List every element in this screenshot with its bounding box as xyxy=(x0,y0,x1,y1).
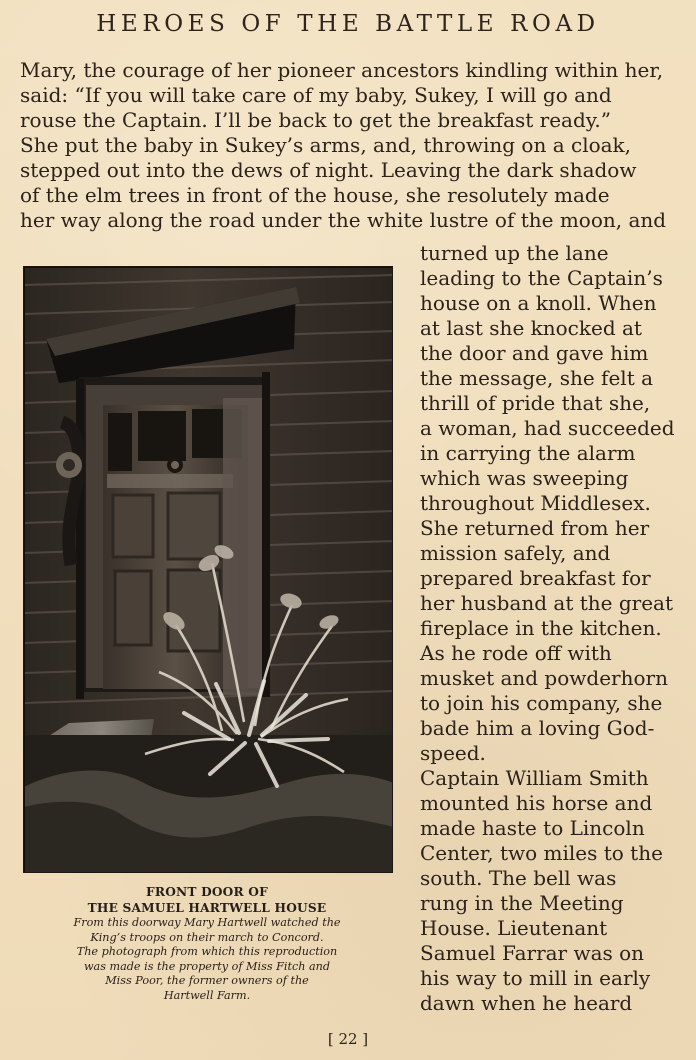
caption-text-line: From this doorway Mary Hartwell watched the xyxy=(73,916,341,929)
body-line-narrow: mission safely, and xyxy=(420,541,611,565)
body-line-narrow: Center, two miles to the xyxy=(420,841,663,865)
body-line-full: of the elm trees in front of the house, she resolutely made xyxy=(20,183,610,207)
body-line-narrow: bade him a loving God- xyxy=(420,716,655,740)
body-line-full: said: “If you will take care of my baby, Sukey, I will go and xyxy=(20,83,612,107)
body-line-full: her way along the road under the white lustre of the moon, and xyxy=(20,208,667,232)
body-line-full: She put the baby in Sukey’s arms, and, throwing on a cloak, xyxy=(20,133,632,157)
photo-caption xyxy=(40,884,374,1004)
caption-title-line: FRONT DOOR OF xyxy=(146,885,268,899)
body-line-narrow: leading to the Captain’s xyxy=(420,266,663,290)
body-line-narrow: south. The bell was xyxy=(420,866,617,890)
body-line-narrow: her husband at the great xyxy=(420,591,674,615)
body-line-narrow: his way to mill in early xyxy=(420,966,651,990)
body-line-narrow: which was sweeping xyxy=(420,466,629,490)
body-line-narrow: the door and gave him xyxy=(420,341,649,365)
body-line-narrow: fireplace in the kitchen. xyxy=(420,616,662,640)
caption-text-line: was made is the property of Miss Fitch and xyxy=(83,959,331,973)
caption-title-line: THE SAMUEL HARTWELL HOUSE xyxy=(87,901,327,915)
caption-text-line: Hartwell Farm. xyxy=(163,988,251,1002)
body-line-narrow: to join his company, she xyxy=(420,691,663,715)
body-line-narrow: thrill of pride that she, xyxy=(420,391,651,415)
body-line-narrow: the message, she felt a xyxy=(420,366,654,390)
body-line-narrow: throughout Middlesex. xyxy=(420,491,651,515)
page-number: [ 22 ] xyxy=(327,1030,369,1048)
body-line-narrow: dawn when he heard xyxy=(420,991,633,1015)
body-line-narrow: made haste to Lincoln xyxy=(420,816,645,840)
running-head: HEROES OF THE BATTLE ROAD xyxy=(96,11,600,37)
caption-text-line: King’s troops on their march to Concord. xyxy=(90,930,324,944)
body-line-narrow: a woman, had succeeded xyxy=(420,416,675,440)
body-line-narrow: at last she knocked at xyxy=(420,316,642,340)
body-line-narrow: prepared breakfast for xyxy=(420,566,651,590)
body-line-narrow: Samuel Farrar was on xyxy=(420,941,645,965)
body-line-narrow: As he rode off with xyxy=(420,641,612,665)
door-photo-icon xyxy=(24,267,393,873)
body-line-narrow: rung in the Meeting xyxy=(420,891,624,915)
body-line-narrow: house on a knoll. When xyxy=(420,291,657,315)
caption-text-line: The photograph from which this reproduction xyxy=(76,945,338,959)
body-line-full: stepped out into the dews of night. Leaving the dark shadow xyxy=(20,158,637,182)
front-door-photo xyxy=(23,266,393,873)
body-line-narrow: Captain William Smith xyxy=(420,766,649,790)
body-line-full: rouse the Captain. I’ll be back to get the breakfast ready.” xyxy=(20,108,611,132)
body-line-narrow: speed. xyxy=(420,741,486,765)
body-line-narrow: mounted his horse and xyxy=(420,791,653,815)
body-line-narrow: musket and powderhorn xyxy=(420,666,668,690)
body-line-narrow: She returned from her xyxy=(420,516,650,540)
body-line-narrow: turned up the lane xyxy=(420,241,609,265)
body-line-narrow: in carrying the alarm xyxy=(420,441,636,465)
caption-text-line: Miss Poor, the former owners of the xyxy=(105,974,309,988)
body-line-full: Mary, the courage of her pioneer ancestors kindling within her, xyxy=(20,58,664,82)
body-line-narrow: House. Lieutenant xyxy=(420,916,608,940)
